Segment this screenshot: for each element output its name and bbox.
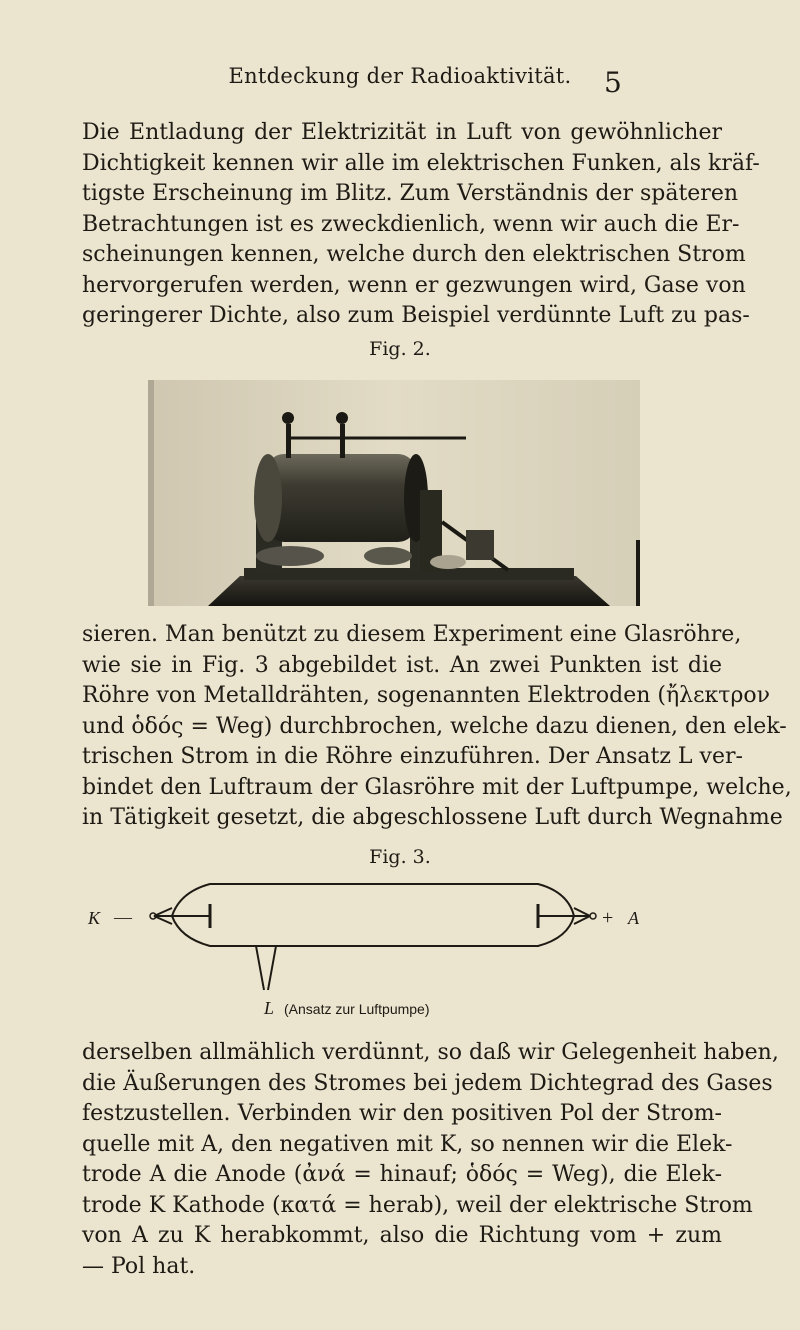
text-line: Dichtigkeit kennen wir alle im elektrischen Funken, als kräf- xyxy=(82,150,760,176)
text-line: Die Entladung der Elektrizität in Luft von gewöhnlicher xyxy=(82,120,722,145)
label-minus: — xyxy=(114,907,132,927)
page-number: 5 xyxy=(604,66,622,99)
text-line: quelle mit A, den negativen mit K, so nennen wir die Elek- xyxy=(82,1131,733,1157)
figure-2-caption: Fig. 2. xyxy=(369,338,431,360)
figure-3-diagram xyxy=(50,878,750,1020)
text-line: trischen Strom in die Röhre einzuführen. Der Ansatz L ver- xyxy=(82,744,743,769)
paragraph-1 xyxy=(82,118,760,332)
text-line: trode K Kathode (κατά = herab), weil der elektrische Strom xyxy=(82,1192,753,1218)
text-line: bindet den Luftraum der Glasröhre mit der Luftpumpe, welche, xyxy=(82,774,792,800)
text-line: in Tätigkeit gesetzt, die abgeschlossene Luft durch Wegnahme xyxy=(82,805,783,830)
text-line: festzustellen. Verbinden wir den positiven Pol der Strom- xyxy=(82,1101,722,1126)
paragraph-3 xyxy=(82,1038,779,1282)
text-line: derselben allmählich verdünnt, so daß wir Gelegenheit haben, xyxy=(82,1040,779,1065)
text-line: — Pol hat. xyxy=(82,1253,196,1279)
label-k: K xyxy=(88,908,101,928)
text-line: tigste Erscheinung im Blitz. Zum Verständnis der späteren xyxy=(82,181,739,206)
label-plus: + xyxy=(602,907,614,929)
text-line: Betrachtungen ist es zweckdienlich, wenn wir auch die Er- xyxy=(82,211,740,237)
text-line: die Äußerungen des Stromes bei jedem Dichtegrad des Gases xyxy=(82,1070,773,1096)
text-line: und ὁδός = Weg) durchbrochen, welche dazu dienen, den elek- xyxy=(82,713,787,739)
label-a: A xyxy=(628,908,639,928)
figure-3-caption: Fig. 3. xyxy=(369,846,431,868)
text-line: trode A die Anode (ἀνά = hinauf; ὁδός = Weg), die Elek- xyxy=(82,1162,722,1187)
text-line: scheinungen kennen, welche durch den elektrischen Strom xyxy=(82,242,746,267)
text-line: wie sie in Fig. 3 abgebildet ist. An zwei Punkten ist die xyxy=(82,652,722,678)
figure-2-photo xyxy=(148,380,640,606)
text-line: Röhre von Metalldrähten, sogenannten Elektroden (ἤλεκτρον xyxy=(82,683,770,708)
text-line: von A zu K herabkommt, also die Richtung vom + zum xyxy=(82,1223,722,1248)
text-line: hervorgerufen werden, wenn er gezwungen wird, Gase von xyxy=(82,272,746,298)
label-l-text: (Ansatz zur Luftpumpe) xyxy=(284,1001,430,1017)
text-line: sieren. Man benützt zu diesem Experiment eine Glasröhre, xyxy=(82,622,742,647)
paragraph-2 xyxy=(82,620,792,834)
running-title: Entdeckung der Radioaktivität. xyxy=(228,64,572,88)
label-l: L xyxy=(264,998,275,1018)
text-line: geringerer Dichte, also zum Beispiel verdünnte Luft zu pas- xyxy=(82,303,750,328)
